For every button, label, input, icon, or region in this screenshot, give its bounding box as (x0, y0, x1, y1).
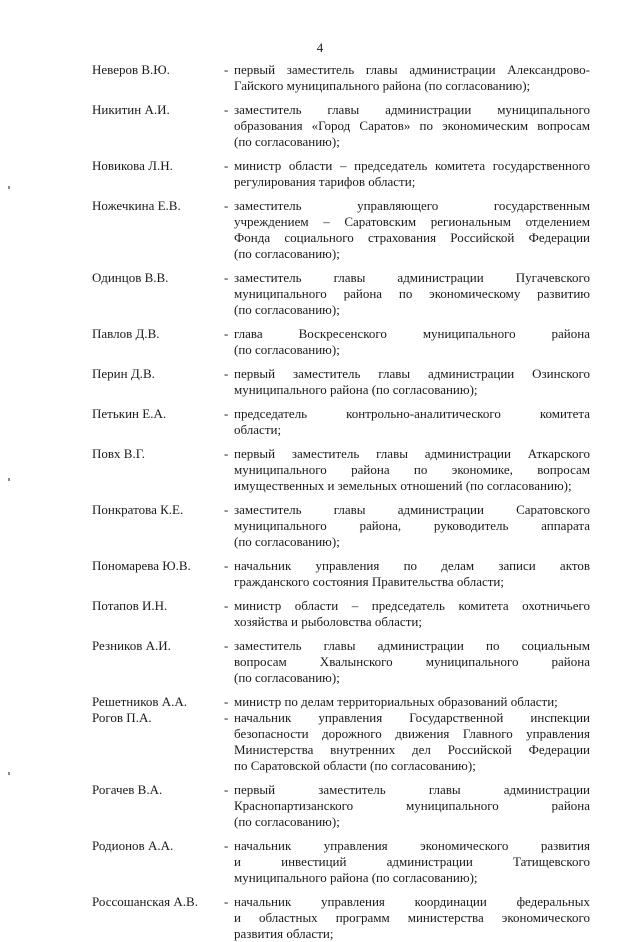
role-line: по Саратовской области (по согласованию); (234, 758, 476, 773)
role-line: председатель контрольно-аналитического комитета (234, 406, 590, 421)
member-entry (92, 638, 590, 686)
role-line: (по согласованию); (234, 670, 340, 685)
role-line: хозяйства и рыболовства области; (234, 614, 422, 629)
page-number: 4 (316, 40, 324, 55)
member-entry (92, 446, 590, 494)
role-line: гражданского состояния Правительства области; (234, 574, 504, 589)
member-entry (92, 198, 590, 262)
member-name: Новикова Л.Н. (92, 158, 173, 173)
role-line: заместитель главы администрации по социальным (234, 638, 590, 653)
member-entry (92, 894, 590, 942)
member-entry (92, 838, 590, 886)
role-line: и областных программ министерства экономического (234, 910, 590, 925)
role-line: первый заместитель главы администрации (234, 782, 590, 797)
role-line: начальник управления экономического развития (234, 838, 590, 853)
list-dash: - (224, 366, 229, 381)
role-line: учреждением – Саратовским региональным отделением (234, 214, 590, 229)
member-role (234, 446, 590, 494)
member-role (234, 710, 590, 774)
role-line: министр области – председатель комитета охотничьего (234, 598, 590, 613)
member-role (234, 838, 590, 886)
member-name: Павлов Д.В. (92, 326, 160, 341)
role-line: заместитель главы администрации Саратовского (234, 502, 590, 517)
role-line: (по согласованию); (234, 342, 340, 357)
list-dash: - (224, 894, 229, 909)
role-line: (по согласованию); (234, 814, 340, 829)
member-entry (92, 270, 590, 318)
role-line: области; (234, 422, 282, 437)
member-role (234, 62, 590, 94)
member-role (234, 502, 590, 550)
member-entry (92, 326, 590, 358)
list-dash: - (224, 446, 229, 461)
member-name: Одинцов В.В. (92, 270, 169, 285)
role-line: (по согласованию); (234, 134, 340, 149)
member-role (234, 598, 590, 630)
role-line: имущественных и земельных отношений (по согласованию); (234, 478, 572, 493)
list-dash: - (224, 102, 229, 117)
member-entry (92, 558, 590, 590)
list-dash: - (224, 502, 229, 517)
role-line: муниципального района (по согласованию); (234, 382, 478, 397)
role-line: (по согласованию); (234, 302, 340, 317)
member-name: Россошанская А.В. (92, 894, 198, 909)
member-role (234, 894, 590, 942)
member-name: Повх В.Г. (92, 446, 145, 461)
role-line: министр области – председатель комитета государственного (234, 158, 590, 173)
member-entry (92, 502, 590, 550)
member-name: Рогов П.А. (92, 710, 152, 725)
member-role (234, 406, 590, 438)
member-entry (92, 366, 590, 398)
role-line: муниципального района (по согласованию); (234, 870, 478, 885)
member-entry (92, 102, 590, 150)
role-line: заместитель главы администрации Пугачевского (234, 270, 590, 285)
list-dash: - (224, 558, 229, 573)
member-role (234, 638, 590, 686)
member-name: Резников А.И. (92, 638, 171, 653)
member-entry (92, 710, 590, 774)
role-line: муниципального района, руководитель аппарата (234, 518, 590, 533)
role-line: первый заместитель главы администрации Озинского (234, 366, 590, 381)
margin-mark (8, 186, 10, 189)
list-dash: - (224, 838, 229, 853)
list-dash: - (224, 406, 229, 421)
member-entry (92, 694, 590, 710)
margin-mark (8, 478, 10, 481)
role-line: регулирования тарифов области; (234, 174, 416, 189)
list-dash: - (224, 62, 229, 77)
member-role (234, 558, 590, 590)
member-role (234, 198, 590, 262)
role-line: развития области; (234, 926, 334, 941)
role-line: муниципального района по экономике, вопросам (234, 462, 590, 477)
role-line: образования «Город Саратов» по экономическим вопросам (234, 118, 590, 133)
role-line: заместитель главы администрации муниципального (234, 102, 590, 117)
member-role (234, 270, 590, 318)
role-line: первый заместитель главы администрации Аткарского (234, 446, 590, 461)
member-role (234, 102, 590, 150)
role-line: заместитель управляющего государственным (234, 198, 590, 213)
list-dash: - (224, 270, 229, 285)
member-entry (92, 782, 590, 830)
member-name: Решетников А.А. (92, 694, 188, 709)
member-name: Петькин Е.А. (92, 406, 167, 421)
role-line: Краснопартизанского муниципального района (234, 798, 590, 813)
role-line: Фонда социального страхования Российской Федерации (234, 230, 590, 245)
member-entry (92, 158, 590, 190)
member-entry (92, 598, 590, 630)
member-name: Понкратова К.Е. (92, 502, 184, 517)
member-name: Перин Д.В. (92, 366, 155, 381)
role-line: первый заместитель главы администрации Александрово- (234, 62, 590, 77)
member-name: Пономарева Ю.В. (92, 558, 191, 573)
member-name: Потапов И.Н. (92, 598, 168, 613)
role-line: министр по делам территориальных образований области; (234, 694, 558, 709)
member-role (234, 366, 590, 398)
role-line: муниципального района по экономическому развитию (234, 286, 590, 301)
list-dash: - (224, 782, 229, 797)
margin-mark (8, 772, 10, 775)
member-name: Родионов А.А. (92, 838, 174, 853)
role-line: начальник управления координации федеральных (234, 894, 590, 909)
role-line: безопасности дорожного движения Главного управления (234, 726, 590, 741)
list-dash: - (224, 598, 229, 613)
list-dash: - (224, 158, 229, 173)
role-line: Гайского муниципального района (по согласованию); (234, 78, 531, 93)
role-line: вопросам Хвалынского муниципального района (234, 654, 590, 669)
member-name: Никитин А.И. (92, 102, 170, 117)
list-dash: - (224, 326, 229, 341)
committee-member-list (92, 62, 590, 942)
role-line: начальник управления по делам записи актов (234, 558, 590, 573)
member-entry (92, 406, 590, 438)
role-line: (по согласованию); (234, 246, 340, 261)
member-name: Неверов В.Ю. (92, 62, 170, 77)
member-entry (92, 62, 590, 94)
role-line: и инвестиций администрации Татищевского (234, 854, 590, 869)
role-line: Министерства внутренних дел Российской Федерации (234, 742, 590, 757)
member-name: Рогачев В.А. (92, 782, 163, 797)
member-role (234, 694, 590, 710)
list-dash: - (224, 198, 229, 213)
role-line: (по согласованию); (234, 534, 340, 549)
role-line: глава Воскресенского муниципального района (234, 326, 590, 341)
member-role (234, 326, 590, 358)
list-dash: - (224, 638, 229, 653)
list-dash: - (224, 694, 229, 709)
member-name: Ножечкина Е.В. (92, 198, 181, 213)
member-role (234, 158, 590, 190)
member-role (234, 782, 590, 830)
role-line: начальник управления Государственной инспекции (234, 710, 590, 725)
list-dash: - (224, 710, 229, 725)
